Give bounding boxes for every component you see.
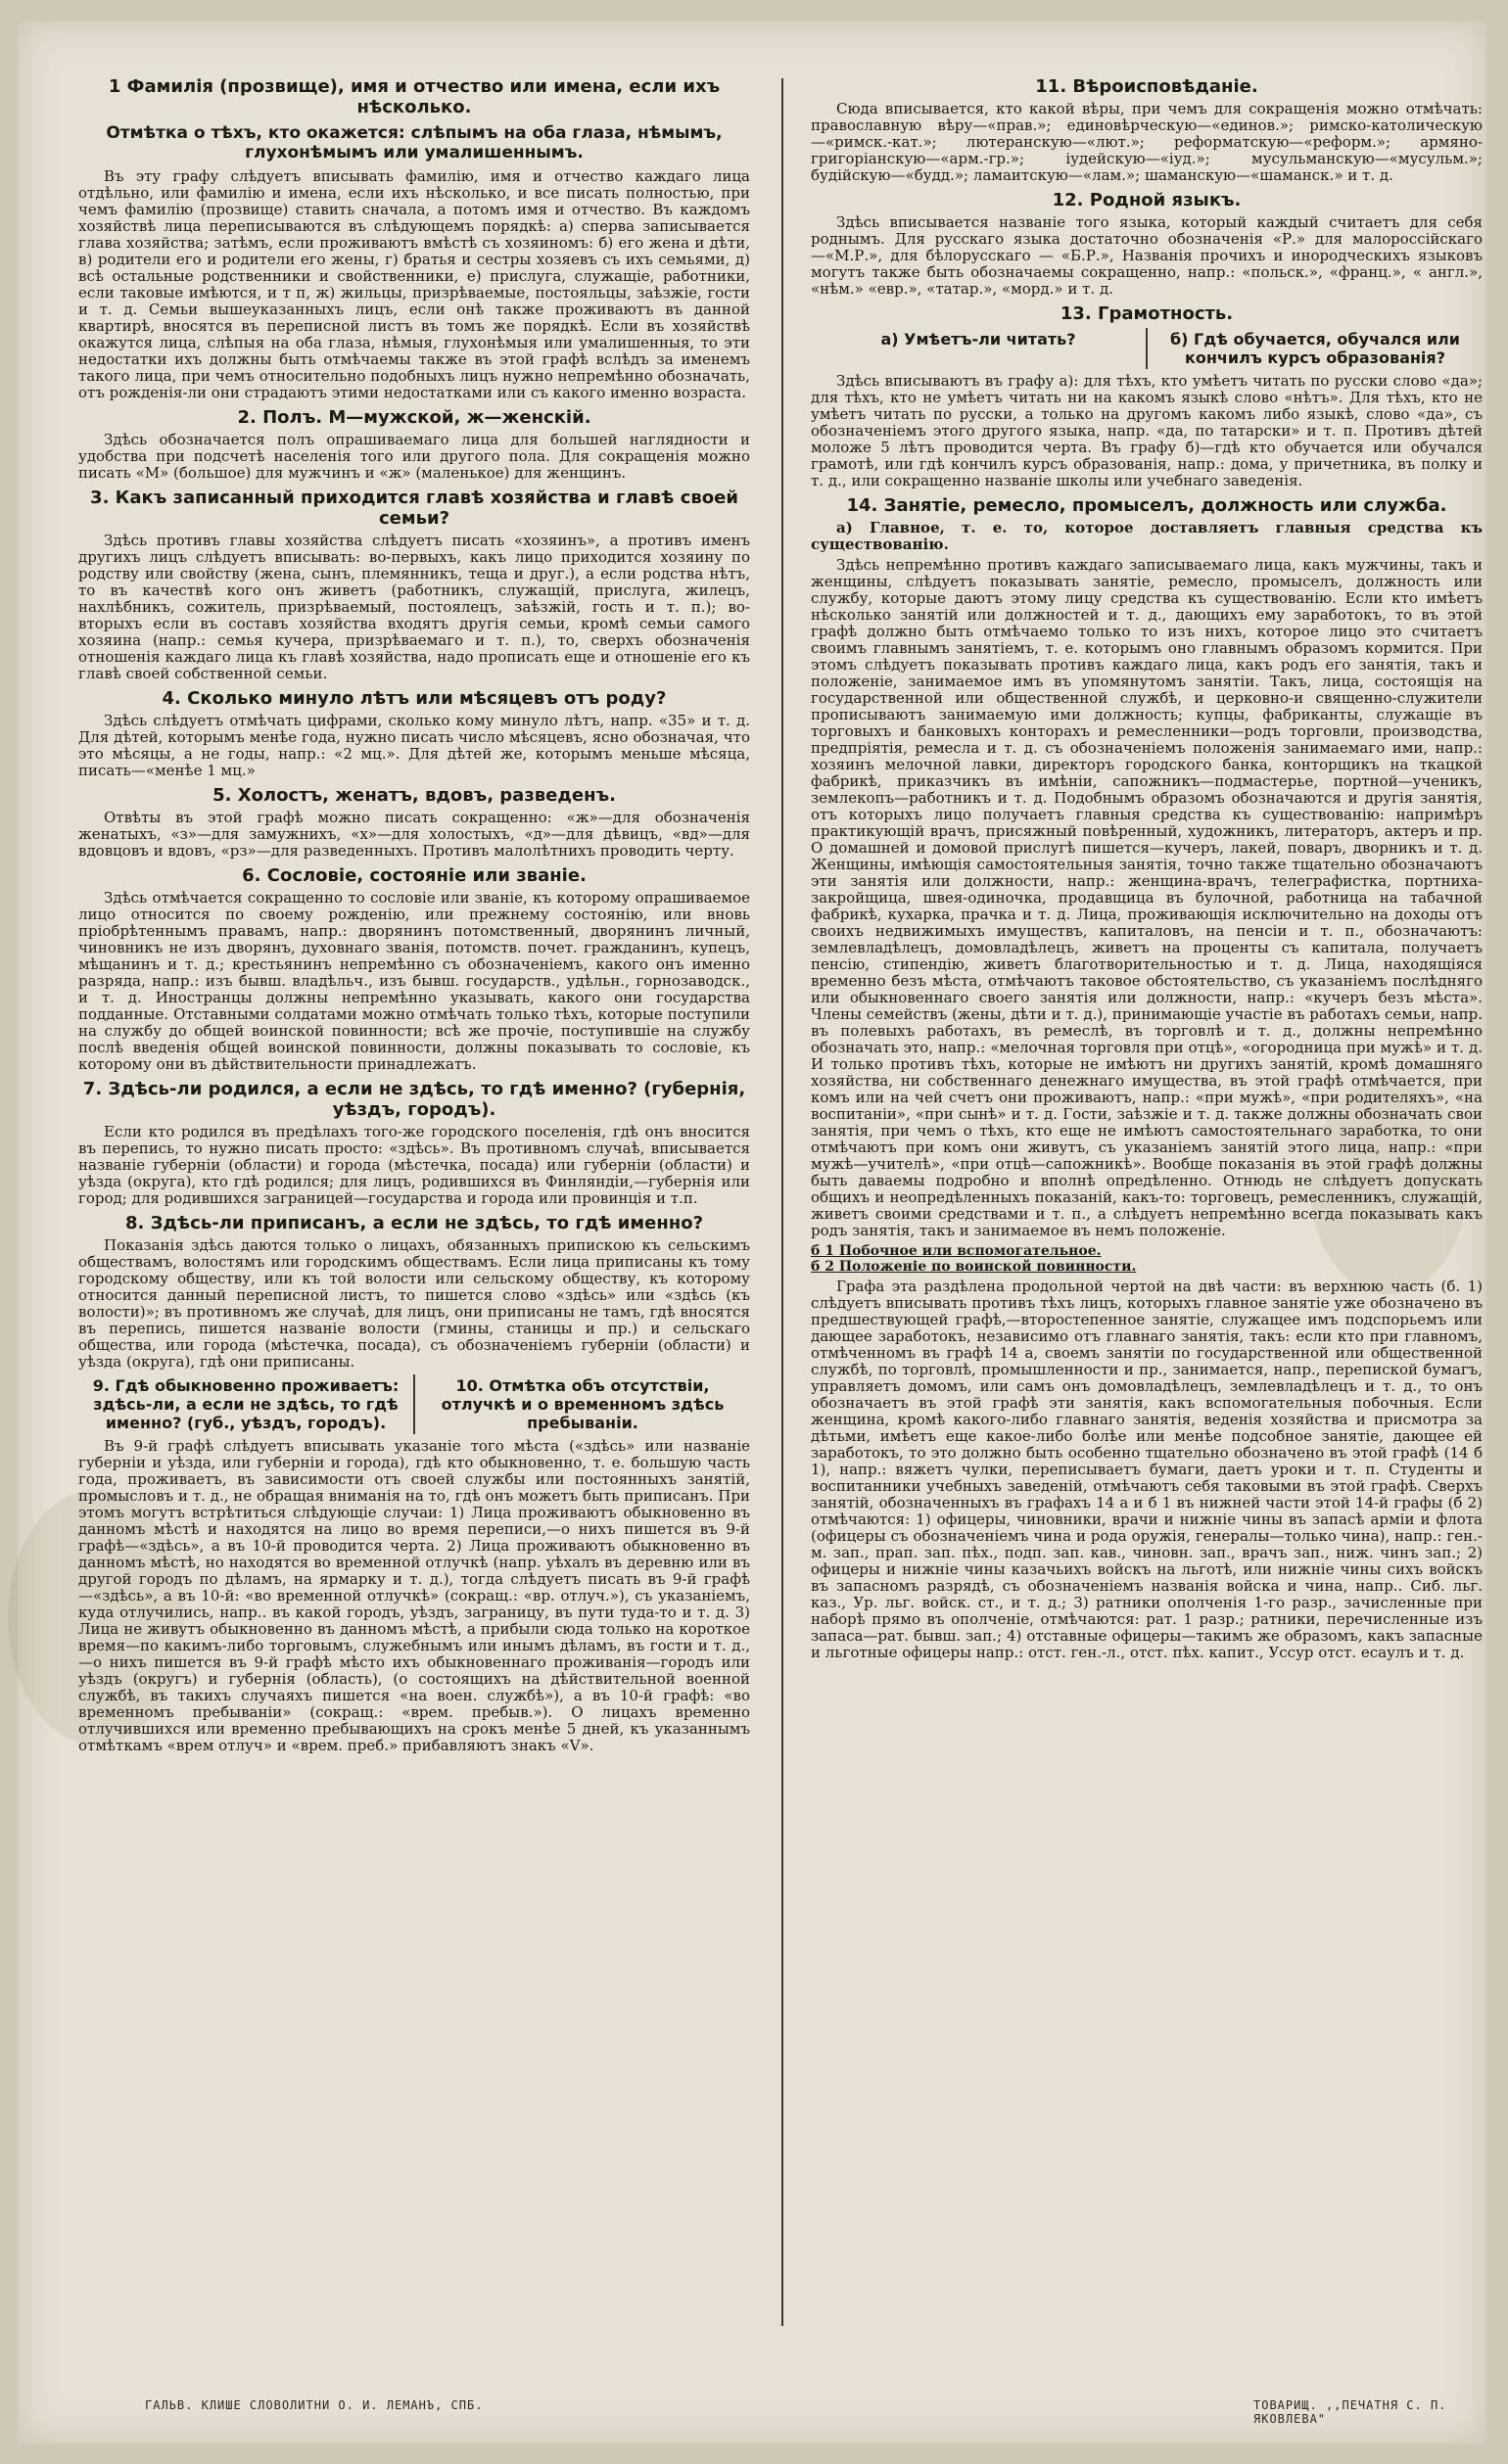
section-6-text: Здѣсь отмѣчается сокращенно то сословіе или званіе, къ которому опрашиваемое лицо относится по своему рожденію, или прежнему состоянію, или вновь пріобрѣтеннымъ правамъ, напр.: дворянинъ потомственный, дворянинъ личный, чиновникъ не изъ дворянъ, духовнаго званія, потомств. почет. гражданинъ, купецъ, мѣщанинъ и т. д.; крестьянинъ непремѣнно съ обозначеніемъ, какого онъ именно разряда, напр.: изъ бывш. владѣльч., изъ бывш. государств., удѣльн., горнозаводск., и т. д. Иностранцы должны непремѣнно указывать, какого они государства подданные. Отставными солдатами можно отмѣчать только тѣхъ, которые поступили на службу до общей воинской повинности; всѣ же прочіе, поступившіе на службу послѣ введенія общей воинской повинности, должны показывать то сословіе, къ которому они въ дѣйствительности принадлежатъ. xyxy=(78,889,750,1073)
section-14b-text: Графа эта раздѣлена продольной чертой на двѣ части: въ верхнюю часть (б. 1) слѣдуетъ вписывать противъ тѣхъ лицъ, которыхъ главное занятіе уже обозначено въ предшествующей графѣ,—второстепенное занятіе, служащее имъ подспорьемъ или дающее заработокъ, независимо отъ главнаго занятія, такъ: если кто при главномъ, отмѣченномъ въ графѣ 14 а, своемъ занятіи по государственной или общественной службѣ, по торговлѣ, промышленности и пр., занимается, напр., перепиской бумагъ, управляетъ домомъ, или самъ онъ домовладѣлецъ, землевладѣлецъ и т. д., то онъ обозначаетъ въ этой графѣ эти занятія, какъ вспомогательныя побочныя. Если женщина, кромѣ какого-либо главнаго занятія, веденія хозяйства и присмотра за дѣтьми, имѣетъ еще какое-либо болѣе или менѣе подсобное занятіе, дающее ей заработокъ, то это должно быть особенно тщательно обозначено въ этой графѣ (14 б 1), напр.: вяжетъ чулки, переписываетъ бумаги, даетъ уроки и т. п. Студенты и воспитанники учебныхъ заведеній, отмѣчаютъ себя таковыми въ этой графѣ. Сверхъ занятій, обозначенныхъ въ графахъ 14 а и б 1 въ нижней части этой 14-й графы (б 2) отмѣчаются: 1) офицеры, чиновники, врачи и нижніе чины въ запасѣ арміи и флота (офицеры съ обозначеніемъ чина и рода оружія, генералы—только чина), напр.: ген.-м. зап., прап. зап. пѣх., подп. зап. кав., чиновн. зап., врачъ зап., ниж. чинъ зап.; 2) офицеры и нижніе чины казачьихъ войскъ на льготѣ, или нижніе чины сихъ войскъ въ запасномъ разрядѣ, съ обозначеніемъ названія войска и чина, напр.. Сиб. льг. каз., Ур. льг. войск. ст., и т. д.; 3) ратники ополченія 1-го разр., зачисленные при наборѣ прямо въ ополченіе, отмѣчаются: рат. 1 разр.; ратники, перечисленные изъ запаса—рат. бывш. зап.; 4) отставные офицеры—такимъ же образомъ, какъ запасные и льготные офицеры напр.: отст. ген.-л., отст. пѣх. капит., Уссур отст. есаулъ и т. д. xyxy=(811,1278,1483,1661)
section-3-title: 3. Какъ записанный приходится главѣ хозяйства и главѣ своей семьи? xyxy=(90,488,738,529)
section-8-title: 8. Здѣсь-ли приписанъ, а если не здѣсь, то гдѣ именно? xyxy=(124,1213,704,1233)
section-5-text: Отвѣты въ этой графѣ можно писать сокращенно: «ж»—для обозначенія женатыхъ, «з»—для замужнихъ, «х»—для холостыхъ, «д»—для дѣвицъ, «вд»—для вдовцовъ и вдовъ, «рз»—для разведенныхъ. Противъ малолѣтнихъ проводить черту. xyxy=(78,809,750,860)
section-9-title: 9. Гдѣ обыкновенно проживаетъ: здѣсь-ли, а если не здѣсь, то гдѣ именно? (губ., уѣздъ, городъ). xyxy=(92,1376,400,1432)
section-14-text: Здѣсь непремѣнно противъ каждаго записываемаго лица, какъ мужчины, такъ и женщины, слѣдуетъ показывать занятіе, ремесло, промыселъ, должность или службу, которые даютъ этому лицу средства къ существованію. Если кто имѣетъ нѣсколько занятій или должностей и т. д., дающихъ ему заработокъ, то въ этой графѣ должно быть отмѣчаемо только то изъ нихъ, которое лицо это считаетъ своимъ главнымъ занятіемъ, т. е. которымъ оно главнымъ образомъ кормится. При этомъ слѣдуетъ показывать противъ каждаго лица, какъ родъ его занятія, такъ и положеніе, занимаемое имъ въ упомянутомъ занятіи. Такъ, лица, состоящія на государственной или общественной службѣ, и церковно-и священно-служители прописываютъ занимаемую ими должность; купцы, фабриканты, служащіе въ торговыхъ и банковыхъ конторахъ и ремесленники—родъ торговли, производства, предпріятія, ремесла и т. д. съ обозначеніемъ положенія занимаемаго ими, напр.: хозяинъ мелочной лавки, директоръ городского банка, конторщикъ на ткацкой фабрикѣ, приказчикъ въ имѣніи, сапожникъ—подмастерье, портной—ученикъ, землекопъ—работникъ и т. д. Подобнымъ образомъ обозначаются и другія занятія, отъ которыхъ лицо получаетъ главныя средства къ существованію: напримѣръ практикующій врачъ, присяжный повѣренный, художникъ, литераторъ, актеръ и пр. О домашней и домовой прислугѣ пишется—кучеръ, лакей, поваръ, дворникъ и т. д. Женщины, имѣющія самостоятельныя занятія, точно также тщательно обозначаютъ эти занятія или должности, напр.: женщина-врачъ, телеграфистка, портниха-закройщица, швея-одиночка, продавщица въ булочной, работница на табачной фабрикѣ, кухарка, прачка и т. д. Лица, проживающія исключительно на доходы отъ своихъ недвижимыхъ имуществъ, капиталовъ, на пенсіи и т. п., обозначаютъ: землевладѣлецъ, домовладѣлецъ, живетъ на проценты съ капитала, получаетъ пенсію, стипендію, живетъ благотворительностью и т. д. Лица, находящіяся временно безъ мѣста, отмѣчаютъ таковое обстоятельство, съ указаніемъ послѣдняго или обыкновеннаго своего занятія или должности, напр.: «кучеръ безъ мѣста». Члены семействъ (жены, дѣти и т. д.), принимающіе участіе въ работахъ семьи, напр. въ полевыхъ работахъ, въ ремеслѣ, въ торговлѣ и т. д., должны непремѣнно обозначать это, напр.: «мелочная торговля при отцѣ», «огородница при мужѣ» и т. д. И только противъ тѣхъ, которые не имѣютъ ни другихъ занятій, кромѣ домашняго хозяйства, ни собственнаго денежнаго имущества, въ этой графѣ отмѣчается, при комъ или на чей счетъ они проживаютъ, напр.: «при мужѣ», «при родителяхъ», «на воспитаніи», «при сынѣ» и т. д. Гости, заѣзжіе и т. д. также должны обозначать свои занятія, при чемъ о тѣхъ, кто еще не имѣютъ самостоятельнаго заработка, то они отмѣчаютъ при комъ они живутъ, съ указаніемъ занятій этого лица, напр.: «при мужѣ—учителѣ», «при отцѣ—сапожникѣ». Вообще показанія въ этой графѣ должны быть даваемы подробно и вполнѣ опредѣленно. Отнюдь не слѣдуетъ допускать общихъ и неопредѣленныхъ показаній, какъ-то: торговецъ, ремесленникъ, служащій, живетъ своими средствами и т. п., а слѣдуетъ непремѣнно всегда показывать какъ родъ занятія, такъ и занимаемое въ немъ положеніе. xyxy=(811,556,1483,1239)
section-13-header xyxy=(811,328,1483,369)
section-11-title: 11. Вѣроисповѣданіе. xyxy=(1035,76,1258,97)
printer-credit-right: ТОВАРИЩ. ,,ПЕЧАТНЯ С. П. ЯКОВЛЕВА" xyxy=(1253,2398,1447,2426)
section-13b-title: б) Гдѣ обучается, обучался или кончилъ курсъ образованія? xyxy=(1146,328,1483,369)
section-14b2-label: б 2 Положеніе по воинской повинности. xyxy=(811,1259,1137,1275)
section-11-text: Сюда вписывается, кто какой вѣры, при чемъ для сокращенія можно отмѣчать: православную вѣру—«прав.»; единовѣрческую—«единов.»; римско-католическую—«римск.-кат.»; лютеранскую—«лют.»; реформатскую—«реформ.»; армяно-григоріанскую—«арм.-гр.»; іудейскую—«іуд.»; мусульманскую—«мусульм.»; будійскую—«будд.»; ламаитскую—«лам.»; шаманскую—«шаманск.» и т. д. xyxy=(811,100,1483,184)
column-divider xyxy=(781,78,783,2326)
section-5-title: 5. Холостъ, женатъ, вдовъ, разведенъ. xyxy=(212,785,616,806)
section-4-title: 4. Сколько минуло лѣтъ или мѣсяцевъ отъ роду? xyxy=(162,688,667,709)
section-14-subtitle: а) Главное, т. е. то, которое доставляетъ главныя средства къ существованію. xyxy=(811,519,1483,553)
right-column xyxy=(811,70,1483,2338)
section-14b1-label: б 1 Побочное или вспомогательное. xyxy=(811,1243,1102,1259)
section-12-title: 12. Родной языкъ. xyxy=(1052,190,1242,210)
section-1-title: 1 Фамилія (прозвище), имя и отчество или имена, если ихъ нѣсколько. xyxy=(108,76,721,117)
section-14b-labels xyxy=(811,1243,1483,1275)
section-10-title: 10. Отмѣтка объ отсутствіи, отлучкѣ и о временномъ здѣсь пребываніи. xyxy=(413,1374,750,1434)
section-9-text: Въ 9-й графѣ слѣдуетъ вписывать указаніе того мѣста («здѣсь» или названіе губерніи и уѣзда, или губерніи и города), гдѣ кто обыкновенно, т. е. большую часть года, проживаетъ, въ зависимости отъ своей службы или постоянныхъ занятій, промысловъ и т. д., не обращая вниманія на то, гдѣ онъ можетъ быть приписанъ. При этомъ могутъ встрѣтиться слѣдующіе случаи: 1) Лица проживаютъ обыкновенно въ данномъ мѣстѣ и находятся на лицо во время переписи,—о нихъ пишется въ 9-й графѣ—«здѣсь», а въ 10-й проводится черта. 2) Лица проживаютъ обыкновенно въ данномъ мѣстѣ, но находятся во временной отлучкѣ (напр. уѣхалъ въ деревню или въ другой городъ по дѣламъ, на ярмарку и т. д.), тогда слѣдуетъ писать въ 9-й графѣ—«здѣсь», а въ 10-й: «во временной отлучкѣ» (сокращ.: «вр. отлуч.»), съ указаніемъ, куда отлучились, напр.. въ какой городъ, уѣздъ, заграницу, въ пути туда-то и т. д. 3) Лица не живутъ обыкновенно въ данномъ мѣстѣ, а прибыли сюда только на короткое время—по какимъ-либо торговымъ, служебнымъ или инымъ дѣламъ, въ гости и т. д.,—о нихъ пишется въ 9-й графѣ мѣсто ихъ обыкновеннаго проживанія—городъ или уѣздъ (округъ) и губернія (область), (о состоящихъ на дѣйствительной военной службѣ, въ такихъ случаяхъ пишется «на воен. службѣ»), а въ 10-й графѣ: «во временномъ пребываніи» (сокращ.: «врем. пребыв.»). О лицахъ временно отлучившихся или временно пребывающихъ на срокъ менѣе 5 дней, къ указаннымъ отмѣткамъ «врем отлуч» и «врем. преб.» прибавляютъ знакъ «V». xyxy=(78,1437,750,1754)
section-12-text: Здѣсь вписывается названіе того языка, который каждый считаетъ для себя роднымъ. Для русскаго языка достаточно обозначенія «Р.» для малороссійскаго—«М.Р.», для бѣлорусскаго — «Б.Р.», Названія прочихъ и инородческихъ языковъ могутъ также быть обозначаемы сокращенно, напр.: «польск.», «франц.», « англ.», «нѣм.» «евр.», «татар.», «морд.» и т. д. xyxy=(811,213,1483,298)
section-9-10-header xyxy=(78,1374,750,1434)
section-7-title: 7. Здѣсь-ли родился, а если не здѣсь, то гдѣ именно? (губернія, уѣздъ, городъ). xyxy=(82,1079,746,1120)
section-13-title: 13. Грамотность. xyxy=(1060,303,1234,324)
section-8-text: Показанія здѣсь даются только о лицахъ, обязанныхъ припискою къ сельскимъ обществамъ, волостямъ или городскимъ обществамъ. Если лица приписаны къ тому городскому обществу, или къ той волости или сельскому обществу, къ которому относится данный переписной листъ, то пишется слово «здѣсь» или «здѣсь (къ волости)»; въ противномъ же случаѣ, для лицъ, они приписаны не тамъ, гдѣ вносятся въ перепись, пишется названіе волости (гмины, станицы и пр.) и сельскаго общества, или города (мѣстечка, посада), съ обозначеніемъ губерніи (области) и уѣзда (округа), гдѣ они приписаны. xyxy=(78,1236,750,1371)
section-2-text: Здѣсь обозначается полъ опрашиваемаго лица для большей наглядности и удобства при подсчетѣ населенія того или другого пола. Для сокращенія можно писать «М» (большое) для мужчинъ и «ж» (маленькое) для женщинъ. xyxy=(78,431,750,482)
section-4-text: Здѣсь слѣдуетъ отмѣчать цифрами, сколько кому минуло лѣтъ, напр. «35» и т. д. Для дѣтей, которымъ менѣе года, нужно писать число мѣсяцевъ, ясно обозначая, что это мѣсяцы, а не годы, напр.: «2 мц.». Для дѣтей же, которымъ меньше мѣсяца, писать—«менѣе 1 мц.» xyxy=(78,712,750,779)
section-1-subtitle: Отмѣтка о тѣхъ, кто окажется: слѣпымъ на оба глаза, нѣмымъ, глухонѣмымъ или умалишеннымъ. xyxy=(106,123,723,163)
section-13a-title: а) Умѣетъ-ли читать? xyxy=(880,330,1076,349)
section-13-text: Здѣсь вписываютъ въ графу а): для тѣхъ, кто умѣетъ читать по русски слово «да»; для тѣхъ, кто не умѣетъ читать ни на какомъ языкѣ слово «нѣтъ». Для тѣхъ, кто не умѣетъ читать по русски, а только на другомъ какомъ либо языкѣ, слово «да», съ обозначеніемъ этого другого языка, напр. «да, по татарски» и т. п. Противъ дѣтей моложе 5 лѣтъ проводится черта. Въ графу б)—гдѣ кто обучается или обучался грамотѣ, или гдѣ кончилъ курсъ образованія, напр.: дома, у причетника, въ полку и т. д., или сокращенно названіе школы или учебнаго заведенія. xyxy=(811,372,1483,489)
printer-credit-left: ГАЛЬВ. КЛИШЕ СЛОВОЛИТНИ О. И. ЛЕМАНЪ, СПБ. xyxy=(145,2398,484,2412)
left-column xyxy=(78,70,750,2338)
section-7-text: Если кто родился въ предѣлахъ того-же городского поселенія, гдѣ онъ вносится въ перепись, то нужно писать просто: «здѣсь». Въ противномъ случаѣ, вписывается названіе губерніи (области) и города (мѣстечка, посада) или губерніи (области) и уѣзда (округа), кто гдѣ родился; для лицъ, родившихся въ Финляндіи,—губернія или город; для родившихся заграницей—государства и города или провинція и т.п. xyxy=(78,1123,750,1207)
census-instructions-sheet xyxy=(18,22,1486,2443)
section-2-title: 2. Полъ. М—мужской, ж—женскій. xyxy=(237,407,591,428)
section-3-text: Здѣсь противъ главы хозяйства слѣдуетъ писать «хозяинъ», а противъ именъ другихъ лицъ слѣдуетъ вписывать: во-первыхъ, какъ лицо приходится хозяину по родству или свойству (жена, сынъ, племянникъ, теща и друг.), а если родства нѣтъ, то въ качествѣ кого онъ живетъ (работникъ, служащій, прислуга, жилецъ, нахлѣбникъ, сожитель, призрѣваемый, постоялецъ, заѣзжій, гость и т. п.); во-вторыхъ если въ составъ хозяйства входятъ другія семьи, кромѣ семьи самого хозяина (напр.: семья кучера, призрѣваемаго и т. п.), то, сверхъ обозначенія отношенія каждаго лица къ главѣ хозяйства, надо прописать еще и отношеніе его къ главѣ своей собственной семьи. xyxy=(78,532,750,682)
section-14-title: 14. Занятіе, ремесло, промыселъ, должность или служба. xyxy=(846,495,1447,516)
section-1-text: Въ эту графу слѣдуетъ вписывать фамилію, имя и отчество каждаго лица отдѣльно, или фамилію и имена, если ихъ нѣсколько, и все писать полностью, при чемъ фамилію (прозвище) ставить сначала, а потомъ имя и отчество. Въ каждомъ хозяйствѣ лица переписываются въ слѣдующемъ порядкѣ: а) сперва записывается глава хозяйства; затѣмъ, если проживаютъ вмѣстѣ съ хозяиномъ: б) его жена и дѣти, в) родители его и родители его жены, г) братья и сестры хозяевъ съ ихъ семьями, д) всѣ остальные родственники и свойственники, е) прислуга, служащіе, работники, если таковые имѣются, и т п, ж) жильцы, призрѣваемые, постояльцы, заѣзжіе, гости и т. д. Семьи вышеуказанныхъ лицъ, если онѣ также проживаютъ въ данной квартирѣ, вносятся въ переписной листъ въ томъ же порядкѣ. Если въ хозяйствѣ окажутся лица, слѣпыя на оба глаза, нѣмыя, глухонѣмыя или умалишенныя, то эти недостатки ихъ должны быть отмѣчаемы также въ этой графѣ вслѣдъ за именемъ такого лица, при чемъ относительно подобныхъ лицъ нужно непремѣнно обозначать, отъ рожденія-ли они страдаютъ этими недостатками или съ какого именно возраста. xyxy=(78,167,750,401)
section-6-title: 6. Сословіе, состояніе или званіе. xyxy=(242,865,587,886)
